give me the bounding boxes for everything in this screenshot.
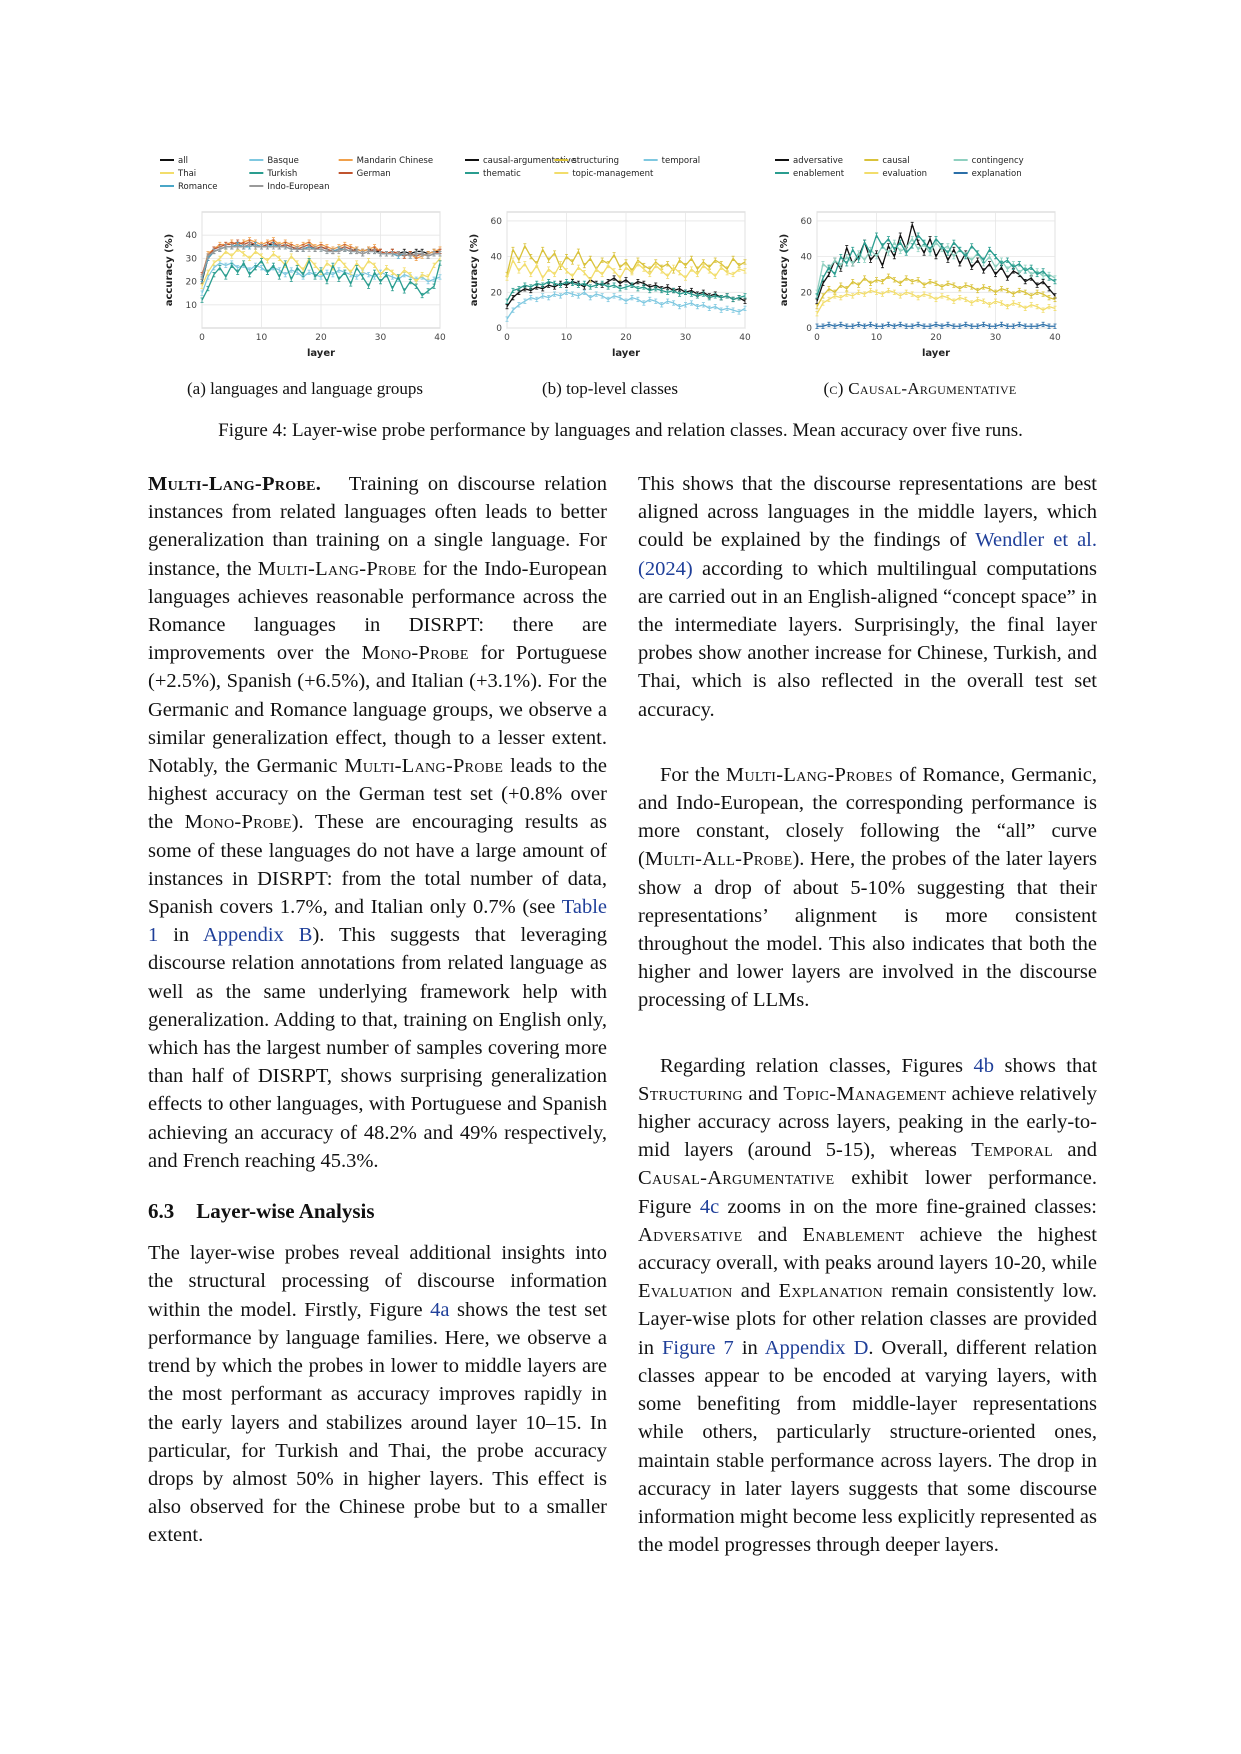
- term: Causal-Argumentative: [638, 1167, 835, 1190]
- legend-label: Thai: [178, 169, 197, 179]
- text: ). Here, the probes of the later layers show a drop of about 5-10% suggesting that their representations’ alignment is more consistent throughout the model. This also indicates that both the higher and lower layers are involved in the discourse processing of LLMs.: [638, 848, 1097, 1012]
- text: remain consistently low. Layer-wise plots for other relation classes are provided in: [638, 1280, 1098, 1359]
- y-axis-label: accuracy (%): [164, 233, 175, 307]
- legend-item: [954, 169, 1022, 179]
- legend-item: [864, 169, 927, 179]
- text: For the: [660, 763, 720, 786]
- figure-7-link[interactable]: Figure 7: [661, 1336, 734, 1359]
- text: of Romance, Germanic, and Indo-European, the corresponding performance is more constant, closely following the “all” curve (: [638, 763, 1098, 871]
- term: Multi-Lang-Probe: [344, 755, 504, 778]
- right-column: [638, 470, 1097, 1559]
- legend-item: [644, 156, 701, 166]
- paragraph-relation-classes: [638, 1052, 1097, 1560]
- text: exhibit lower performance. Figure: [638, 1167, 1098, 1218]
- section-heading: [148, 1197, 607, 1225]
- y-tick-label: 20: [800, 288, 812, 299]
- legend-item: [160, 182, 218, 192]
- figure-caption: Figure 4: Layer-wise probe performance by languages and relation classes. Mean accuracy over five runs.: [218, 420, 1023, 441]
- term: Enablement: [802, 1223, 905, 1246]
- paragraph-layer-wise: [148, 1239, 607, 1549]
- y-tick-label: 20: [185, 277, 197, 288]
- figure-panel-b: [465, 150, 755, 365]
- text: for Portuguese (+2.5%), Spanish (+6.5%), and Italian (+3.1%). For the Germanic and Romance language groups, we observe a similar generalization effect, though to a lesser extent. Notably, the Germanic: [148, 642, 607, 778]
- figure-panel-a: [160, 150, 450, 365]
- subcaption-b: (b) top-level classes: [542, 379, 678, 398]
- legend-label: contingency: [971, 156, 1024, 166]
- legend-item: [775, 156, 843, 166]
- x-tick-label: 40: [739, 333, 751, 343]
- term: Multi-All-Probe: [644, 848, 793, 871]
- legend-label: structuring: [572, 156, 620, 166]
- x-tick-label: 30: [374, 333, 387, 343]
- x-axis-label: layer: [306, 348, 336, 359]
- y-tick-label: 30: [185, 254, 197, 265]
- legend-item: [554, 169, 654, 179]
- x-tick-label: 10: [560, 333, 573, 343]
- legend-item: [160, 156, 188, 166]
- term: Explanation: [778, 1280, 884, 1303]
- legend-label: all: [178, 156, 188, 166]
- section-title: Layer-wise Analysis: [196, 1199, 375, 1224]
- table-1-link[interactable]: Table 1: [148, 896, 607, 947]
- legend-label: German: [356, 169, 391, 179]
- left-column: [148, 470, 607, 1550]
- y-tick-label: 20: [490, 288, 502, 299]
- text: and: [1067, 1139, 1098, 1162]
- text: shows the test set performance by language families. Here, we observe a trend by which the probes in lower to middle layers are the most performant as accuracy improves rapidly in the early layers and stabilizes around layer 10–15. In particular, for Turkish and Thai, the probe accuracy drops by almost 50% in higher layers. This effect is also observed for the Chinese probe but to a smaller extent.: [148, 1298, 608, 1547]
- legend-label: Indo-European: [267, 182, 330, 192]
- x-tick-label: 0: [199, 333, 205, 343]
- figure-panel-c: [775, 150, 1065, 365]
- legend-item: [249, 156, 298, 166]
- y-tick-label: 0: [806, 324, 812, 334]
- legend-label: enablement: [793, 169, 845, 179]
- legend-label: topic-management: [572, 169, 654, 179]
- legend-item: [339, 156, 433, 166]
- text: The layer-wise probes reveal additional insights into the structural processing of discourse information within the model. Firstly, Figure: [148, 1242, 607, 1321]
- legend-label: Turkish: [267, 169, 298, 179]
- x-tick-label: 10: [870, 333, 883, 343]
- text: for the Indo-European languages achieves reasonable performance across the Romance languages in DISRPT: there are improvements over the: [148, 557, 608, 665]
- y-axis-label: accuracy (%): [469, 233, 480, 307]
- chart-b: [465, 150, 755, 365]
- x-tick-label: 40: [1049, 333, 1061, 343]
- y-tick-label: 60: [490, 216, 502, 227]
- subcaption-a: (a) languages and language groups: [186, 379, 424, 398]
- paragraph-alignment: [638, 470, 1097, 724]
- term: Evaluation: [638, 1280, 733, 1303]
- y-tick-label: 10: [185, 300, 197, 311]
- text: leads to the highest accuracy on the German test set (+0.8% over the: [148, 755, 608, 834]
- x-tick-label: 10: [255, 333, 268, 343]
- text: Regarding relation classes, Figures: [660, 1054, 964, 1077]
- figure-4b-link[interactable]: 4b: [973, 1054, 995, 1077]
- text: Training on discourse relation instances from related languages often leads to better generalization than training on a single language. For instance, the: [148, 473, 607, 580]
- figure-4a-link[interactable]: 4a: [430, 1298, 450, 1321]
- x-tick-label: 0: [814, 333, 820, 343]
- legend-label: evaluation: [882, 169, 928, 179]
- text: achieve the highest accuracy overall, with peaks around layers 10-20, while: [638, 1223, 1098, 1275]
- x-tick-label: 20: [930, 333, 942, 343]
- legend-label: causal: [882, 156, 910, 166]
- paragraph-language-groups: [638, 761, 1097, 1015]
- text: and: [748, 1082, 778, 1105]
- term: Temporal: [971, 1139, 1054, 1162]
- term: Structuring: [638, 1082, 743, 1105]
- chart-c: [775, 150, 1065, 365]
- legend-item: [249, 169, 297, 179]
- legend-item: [339, 169, 391, 179]
- term: Multi-Lang-Probe: [257, 557, 417, 580]
- legend-label: Romance: [178, 182, 218, 192]
- paragraph-multi-lang-probe: [148, 470, 607, 1175]
- text: This shows that the discourse representations are best aligned across languages in the middle layers, which could be explained by the findings of: [638, 473, 1097, 552]
- wendler-citation-link[interactable]: Wendler et al. (2024): [638, 529, 1097, 580]
- text: in: [173, 924, 190, 947]
- term: Mono-Probe: [361, 642, 469, 665]
- paragraph-lead: Multi-Lang-Probe.: [148, 473, 322, 495]
- text: ). This suggests that leveraging discourse relation annotations from related language as well as the same underlying framework help with generalization. Adding to that, training on English only, which has the largest number of samples covering more than half of DISRPT, shows surprising generalization effects to other languages, with Portuguese and Spanish achieving an accuracy of 48.2% and 49% respectively, and French reaching 45.3%.: [148, 924, 607, 1172]
- legend-label: temporal: [661, 156, 701, 166]
- appendix-b-link[interactable]: Appendix B: [202, 924, 313, 947]
- section-number: 6.3: [148, 1199, 175, 1224]
- legend-item: [954, 156, 1024, 166]
- text: according to which multilingual computations are carried out in an English-aligned “concept space” in the intermediate layers. Surprisingly, the final layer probes show another increase for Chinese, Turkish, and Thai, which is also reflected in the overall test set accuracy.: [638, 557, 1097, 721]
- x-tick-label: 30: [679, 333, 692, 343]
- text: and: [740, 1280, 771, 1303]
- figure-4c-link[interactable]: 4c: [699, 1195, 720, 1218]
- term: Adversative: [638, 1223, 743, 1246]
- y-tick-label: 0: [496, 324, 502, 334]
- chart-a: [160, 150, 450, 365]
- text: achieve relatively higher accuracy across layers, peaking in the early-to-mid layers (around 5-15), whereas: [638, 1082, 1098, 1162]
- text: and: [757, 1223, 788, 1246]
- text: . Overall, different relation classes appear to be encoded at varying layers, with some benefiting from middle-layer representations while others, particularly structure-oriented ones, maintain stable performance across layers. The drop in accuracy in later layers suggests that some discourse information might become less explicitly represented as the model progresses through deeper layers.: [638, 1336, 1097, 1557]
- text: shows that: [1004, 1054, 1098, 1077]
- y-tick-label: 60: [800, 216, 812, 227]
- legend-item: [465, 169, 521, 179]
- legend-label: Mandarin Chinese: [356, 156, 434, 166]
- x-tick-label: 30: [989, 333, 1002, 343]
- term: Mono-Probe: [184, 811, 292, 834]
- x-axis-label: layer: [611, 348, 641, 359]
- y-axis-label: accuracy (%): [779, 233, 790, 307]
- text: in: [741, 1336, 758, 1359]
- text: ). These are encouraging results as some of these languages do not have a large amount of instances in DISRPT: from the total number of data, Spanish covers 1.7%, and Italian only 0.7% (see: [148, 811, 607, 919]
- legend-label: Basque: [267, 156, 299, 166]
- paragraph-gap: [638, 1015, 1097, 1052]
- paragraph-gap: [638, 724, 1097, 761]
- x-tick-label: 0: [504, 333, 510, 343]
- legend-item: [864, 156, 909, 166]
- x-axis-label: layer: [921, 348, 951, 359]
- subcaption-c: (c) Causal-Argumentative: [823, 379, 1017, 398]
- y-tick-label: 40: [800, 252, 812, 263]
- legend-item: [249, 182, 329, 192]
- legend-item: [160, 169, 196, 179]
- term: Multi-Lang-Probes: [725, 763, 893, 786]
- legend-label: explanation: [971, 169, 1022, 179]
- legend-label: causal-argumentative: [483, 156, 577, 166]
- text: zooms in on the more fine-grained classes:: [727, 1195, 1098, 1218]
- legend-label: adversative: [793, 156, 843, 166]
- y-tick-label: 40: [185, 231, 197, 242]
- x-tick-label: 20: [315, 333, 327, 343]
- legend-label: thematic: [483, 169, 521, 179]
- term: Topic-Management: [783, 1082, 947, 1105]
- legend-item: [775, 169, 845, 179]
- x-tick-label: 40: [434, 333, 446, 343]
- x-tick-label: 20: [620, 333, 632, 343]
- y-tick-label: 40: [490, 252, 502, 263]
- appendix-d-link[interactable]: Appendix D: [764, 1336, 869, 1359]
